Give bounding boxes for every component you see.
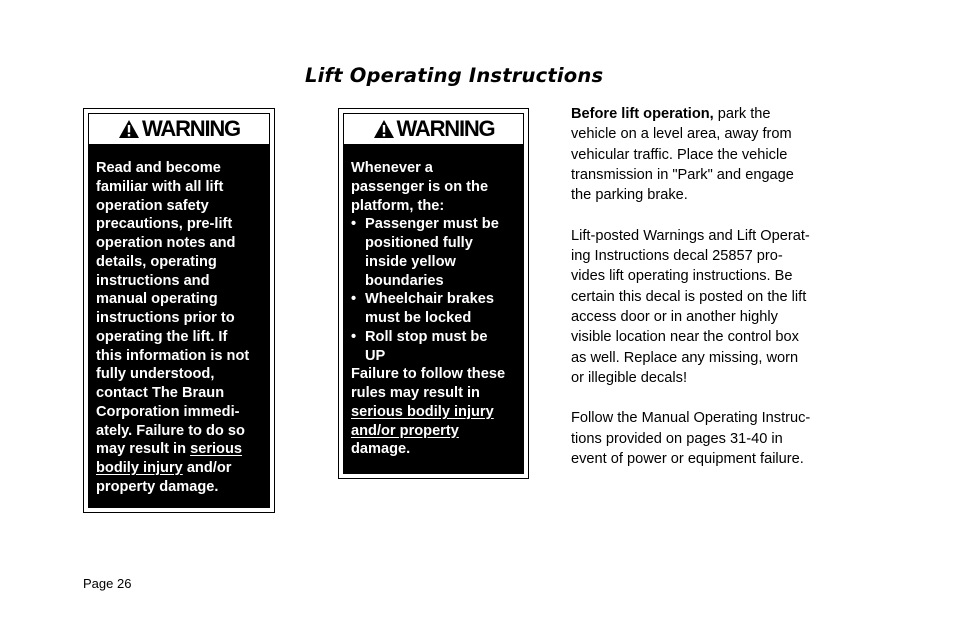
text-line: Follow the Manual Operating Instruc- xyxy=(571,410,811,427)
text-line: operation safety xyxy=(96,197,209,214)
text-line: tions provided on pages 31-40 in xyxy=(571,430,783,447)
text-line: event of power or equipment failure. xyxy=(571,451,804,468)
text-line: platform, the: xyxy=(351,197,445,214)
text-line: transmission in "Park" and engage xyxy=(571,166,794,183)
text-line: familiar with all lift xyxy=(96,178,224,195)
warning-triangle-icon xyxy=(118,119,140,139)
underlined-text: serious xyxy=(190,441,243,458)
text-line: operation notes and xyxy=(96,235,236,251)
text-line: or illegible decals! xyxy=(571,369,688,386)
text-line xyxy=(351,403,520,422)
warning-label: WARNING xyxy=(142,116,240,141)
text-line: this information is not xyxy=(96,347,250,364)
warning-bullet-list xyxy=(351,215,520,365)
page-title: Lift Operating Instructions xyxy=(305,64,604,87)
text-line: the parking brake. xyxy=(571,187,688,204)
text-line: as well. Replace any missing, worn xyxy=(571,349,799,366)
text-line: operating the lift. If xyxy=(96,328,228,345)
text-line: vides lift operating instructions. Be xyxy=(571,268,793,285)
warning-header xyxy=(343,113,524,145)
paragraph-before-operation xyxy=(571,104,836,205)
text-line: Corporation immedi- xyxy=(96,403,240,420)
paragraph-decals xyxy=(571,226,836,388)
text-line: vehicle on a level area, away from xyxy=(571,126,792,143)
underlined-text: serious bodily injury xyxy=(351,403,494,420)
text-line: instructions prior to xyxy=(96,310,235,326)
warning-text xyxy=(96,159,266,497)
text-line: Lift-posted Warnings and Lift Operat- xyxy=(571,227,810,244)
text-line: manual operating xyxy=(96,291,218,308)
text-line: passenger is on the xyxy=(351,178,489,195)
text-line: Whenever a xyxy=(351,160,433,176)
list-item: • Passenger must be positioned fully inside yellow boundaries xyxy=(351,216,499,289)
text-line: contact The Braun xyxy=(96,385,225,401)
paragraph-manual-operation xyxy=(571,408,836,469)
text-line: details, operating xyxy=(96,253,217,270)
text-line: vehicular traffic. Place the vehicle xyxy=(571,146,788,163)
text-line: property damage. xyxy=(96,478,219,495)
text-line: access door or in another highly xyxy=(571,308,778,325)
text-line: may result in serious xyxy=(96,441,243,458)
underlined-text: bodily injury xyxy=(96,460,183,476)
text-line: Before lift operation, park the xyxy=(571,106,771,122)
bullet-icon: • xyxy=(351,291,357,308)
bullet-icon: • xyxy=(351,216,357,233)
text-line: fully understood, xyxy=(96,366,215,383)
text-line: ing Instructions decal 25857 pro- xyxy=(571,248,783,265)
text-line: Failure to follow these xyxy=(351,366,506,383)
warning-label: WARNING xyxy=(396,116,495,141)
text-line xyxy=(351,422,520,441)
text-line: ately. Failure to do so xyxy=(96,422,245,439)
list-item: • Roll stop must be UP xyxy=(351,328,488,364)
text-line: certain this decal is posted on the lift xyxy=(571,288,807,305)
underlined-text: and/or property xyxy=(351,422,459,439)
list-item: • Wheelchair brakes must be locked xyxy=(351,291,494,326)
text-line: visible location near the control box xyxy=(571,329,799,346)
warning-triangle-icon xyxy=(373,119,395,139)
page-number: Page 26 xyxy=(83,576,132,591)
warning-text xyxy=(351,159,520,459)
text-line: precautions, pre-lift xyxy=(96,216,233,233)
warning-header xyxy=(88,113,270,145)
text-line: damage. xyxy=(351,441,411,458)
instructions-column xyxy=(571,104,836,490)
text-line: instructions and xyxy=(96,272,210,289)
warning-decal-left xyxy=(83,108,275,513)
text-line: rules may result in xyxy=(351,385,480,401)
text-line: Read and become xyxy=(96,160,221,176)
warning-decal-right xyxy=(338,108,529,479)
text-line: bodily injury and/or xyxy=(96,460,232,476)
bullet-icon: • xyxy=(351,328,357,345)
